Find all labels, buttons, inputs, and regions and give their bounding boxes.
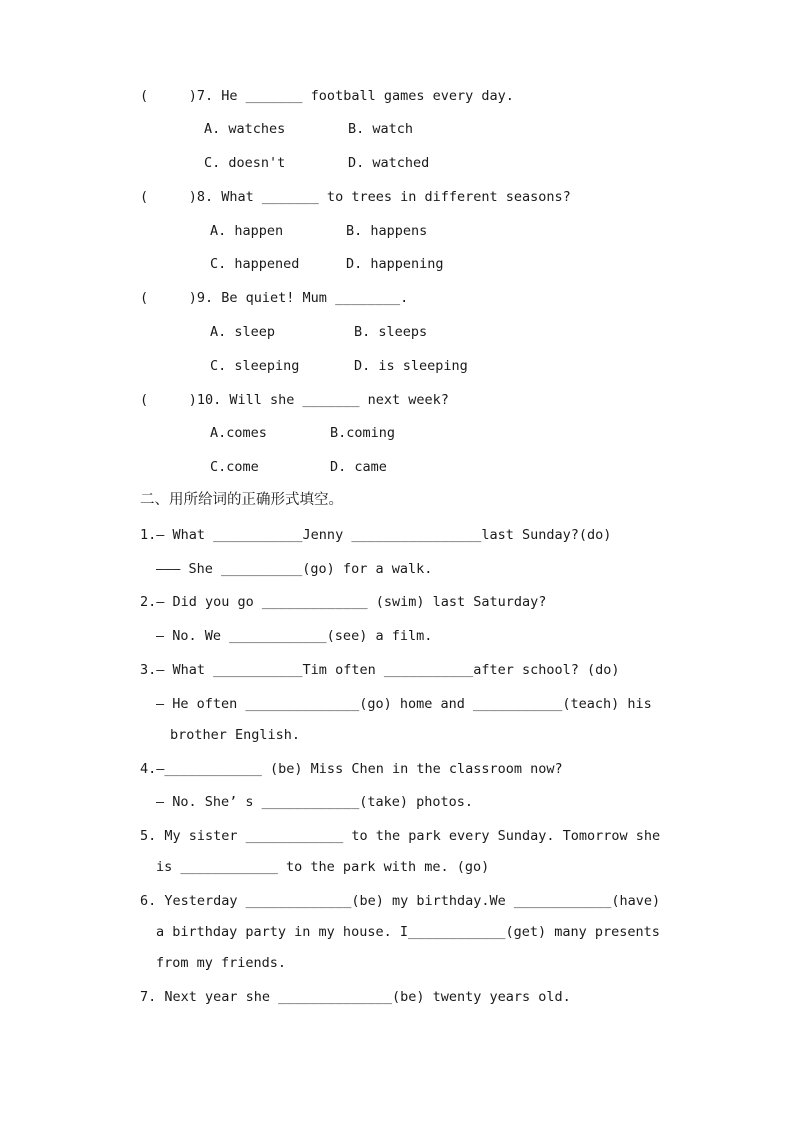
- question-8-option-a: A. happen: [210, 223, 284, 239]
- question-9-option-d: D. is sleeping: [354, 358, 468, 374]
- fill-item-1-answer: ——— She __________(go) for a walk.: [156, 561, 433, 577]
- fill-item-6-line-1: 6. Yesterday _____________(be) my birthday.We ____________(have): [140, 893, 661, 909]
- fill-item-4-answer: — No. She’ s ____________(take) photos.: [156, 794, 473, 810]
- fill-item-6-line-2: a birthday party in my house. I____________(get) many presents: [156, 924, 660, 940]
- section-2-heading: 二、用所给词的正确形式填空。: [140, 492, 343, 508]
- question-7-stem: ( )7. He _______ football games every day.: [140, 88, 514, 104]
- question-10-option-a: A.comes: [210, 425, 267, 441]
- fill-item-5-line-2: is ____________ to the park with me. (go): [156, 859, 490, 875]
- question-7-option-d: D. watched: [348, 155, 430, 171]
- question-10-option-c: C.come: [210, 459, 259, 475]
- question-7-option-c: C. doesn't: [204, 155, 286, 171]
- fill-item-3-answer-cont: brother English.: [170, 727, 301, 743]
- fill-item-2-question: 2.— Did you go _____________ (swim) last Saturday?: [140, 594, 547, 610]
- question-8-option-d: D. happening: [346, 256, 444, 272]
- fill-item-3-question: 3.— What ___________Tim often ___________after school? (do): [140, 662, 620, 678]
- fill-item-1-question: 1.— What ___________Jenny ________________last Sunday?(do): [140, 527, 612, 543]
- question-9-stem: ( )9. Be quiet! Mum ________.: [140, 290, 409, 306]
- question-10-option-b: B.coming: [330, 425, 396, 441]
- question-9-option-c: C. sleeping: [210, 358, 300, 374]
- fill-item-4-question: 4.—____________ (be) Miss Chen in the classroom now?: [140, 761, 563, 777]
- question-7-option-b: B. watch: [348, 121, 414, 137]
- fill-item-3-answer: — He often ______________(go) home and ___________(teach) his: [156, 696, 652, 712]
- fill-item-7: 7. Next year she ______________(be) twenty years old.: [140, 989, 571, 1005]
- fill-item-2-answer: — No. We ____________(see) a film.: [156, 628, 433, 644]
- question-10-stem: ( )10. Will she _______ next week?: [140, 392, 449, 408]
- fill-item-5-line-1: 5. My sister ____________ to the park every Sunday. Tomorrow she: [140, 828, 661, 844]
- question-10-option-d: D. came: [330, 459, 387, 475]
- question-9-option-a: A. sleep: [210, 324, 276, 340]
- question-8-stem: ( )8. What _______ to trees in different seasons?: [140, 189, 571, 205]
- question-8-option-c: C. happened: [210, 256, 300, 272]
- fill-item-6-line-3: from my friends.: [156, 955, 287, 971]
- question-7-option-a: A. watches: [204, 121, 286, 137]
- question-9-option-b: B. sleeps: [354, 324, 428, 340]
- question-8-option-b: B. happens: [346, 223, 428, 239]
